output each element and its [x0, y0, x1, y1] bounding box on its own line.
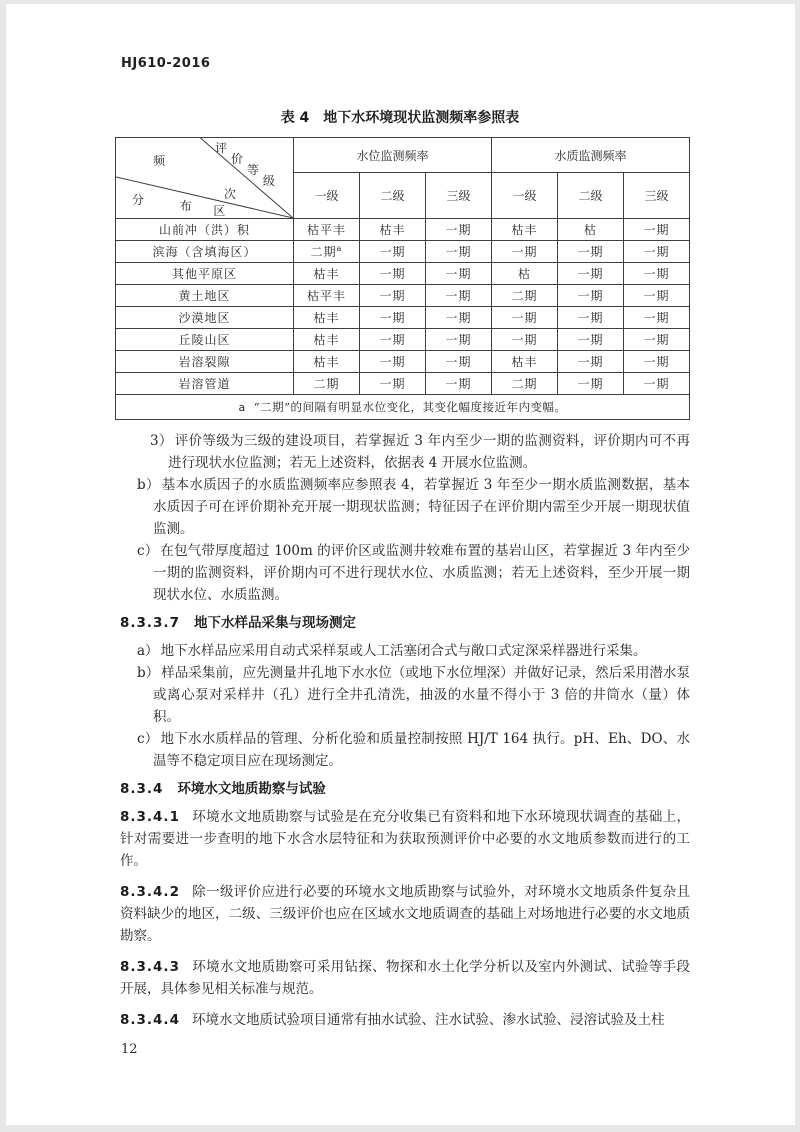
value-cell: 一期 [558, 351, 624, 373]
corner-label-zone-char: 布 [179, 199, 192, 214]
list-item-b2 [120, 662, 690, 728]
value-cell: 枯丰 [294, 307, 360, 329]
corner-label-level-char: 级 [262, 173, 275, 188]
value-cell: 二期 [294, 373, 360, 395]
value-cell: 一期 [426, 285, 492, 307]
clause-paragraph-8343 [120, 956, 690, 1000]
value-cell: 枯丰 [294, 263, 360, 285]
table-corner-header [116, 138, 294, 219]
list-item-3 [120, 430, 690, 474]
corner-label-zone-char: 分 [131, 193, 144, 207]
clause-paragraph-8342 [120, 881, 690, 947]
col-header: 二级 [360, 173, 426, 219]
list-item-label: b） [137, 665, 160, 681]
section-heading-834 [120, 778, 690, 800]
list-item-label: b） [137, 477, 160, 493]
table-row [116, 219, 690, 241]
zone-cell: 岩溶管道 [116, 373, 294, 395]
zone-cell: 岩溶裂隙 [116, 351, 294, 373]
zone-cell: 黄土地区 [116, 285, 294, 307]
list-item-b1 [120, 474, 690, 540]
value-cell: 枯丰 [294, 329, 360, 351]
corner-label-level-char: 评 [215, 141, 228, 155]
value-cell: 枯丰 [492, 351, 558, 373]
zone-cell: 沙漠地区 [116, 307, 294, 329]
corner-label-level-char: 价 [231, 152, 244, 167]
footnote-marker-sup: a [336, 244, 343, 253]
list-item-c1 [120, 540, 690, 606]
value-cell: 一期 [426, 373, 492, 395]
value-cell: 一期 [360, 241, 426, 263]
list-item-label: a） [137, 643, 159, 659]
value-cell: 一期 [426, 263, 492, 285]
value-cell: 一期 [624, 307, 690, 329]
value-cell: 一期 [624, 329, 690, 351]
table-row [116, 307, 690, 329]
value-cell: 一期 [624, 373, 690, 395]
monitoring-frequency-table [115, 137, 690, 420]
corner-label-ci-char: 次 [223, 187, 236, 202]
table-row [116, 263, 690, 285]
value-cell: 枯丰 [294, 351, 360, 373]
value-cell: 一期 [558, 373, 624, 395]
table-row [116, 351, 690, 373]
clause-number: 8.3.4.4 [120, 1012, 180, 1028]
value-cell: 二期 [492, 373, 558, 395]
value-cell: 一期 [624, 263, 690, 285]
document-code: HJ610-2016 [121, 56, 211, 71]
value-cell: 一期 [558, 285, 624, 307]
table-row [116, 285, 690, 307]
zone-cell: 其他平原区 [116, 263, 294, 285]
clause-text: 环境水文地质试验项目通常有抽水试验、注水试验、渗水试验、浸溶试验及土柱 [191, 1012, 665, 1028]
list-item-label: c） [137, 543, 159, 559]
value-cell: 一期 [492, 307, 558, 329]
table-footnote [116, 395, 690, 420]
value-cell: 一期 [492, 329, 558, 351]
column-group-water-level: 水位监测频率 [294, 138, 492, 173]
clause-paragraph-8341 [120, 806, 690, 872]
col-header: 三级 [624, 173, 690, 219]
col-header: 三级 [426, 173, 492, 219]
list-item-label: c） [137, 731, 159, 747]
value-cell: 枯平丰 [294, 285, 360, 307]
value-cell: 一期 [426, 219, 492, 241]
value-cell: 一期 [558, 263, 624, 285]
zone-cell: 山前冲（洪）积 [116, 219, 294, 241]
value-cell: 一期 [624, 285, 690, 307]
value-cell: 一期 [558, 241, 624, 263]
clause-number: 8.3.4.1 [120, 809, 180, 825]
table-row [116, 241, 690, 263]
value-cell: 枯 [558, 219, 624, 241]
clause-number: 8.3.4.3 [120, 959, 180, 975]
value-text: 二期 [310, 245, 337, 259]
clause-text: 除一级评价应进行必要的环境水文地质勘察与试验外，对环境水文地质条件复杂且资料缺少的地区，二级、三级评价也应在区域水文地质调查的基础上对场地进行必要的水文地质勘察。 [120, 884, 690, 944]
value-cell: 一期 [360, 373, 426, 395]
table-title: 表 4 地下水环境现状监测频率参照表 [280, 110, 520, 126]
corner-label-zone-char: 区 [213, 204, 226, 219]
value-cell: 枯丰 [360, 219, 426, 241]
value-cell: 枯 [492, 263, 558, 285]
value-cell: 一期 [426, 329, 492, 351]
value-cell: 枯丰 [492, 219, 558, 241]
table-row [116, 329, 690, 351]
value-cell: 一期 [426, 351, 492, 373]
value-cell: 一期 [558, 329, 624, 351]
list-item-text: 评价等级为三级的建设项目，若掌握近 3 年内至少一期的监测资料，评价期内可不再进行现状水位监测；若无上述资料，依据表 4 开展水位监测。 [168, 433, 691, 471]
list-item-a2 [120, 640, 690, 662]
list-item-text: 地下水水质样品的管理、分析化验和质量控制按照 HJ/T 164 执行。pH、Eh、DO、水温等不稳定项目应在现场测定。 [153, 731, 691, 769]
list-item-text: 在包气带厚度超过 100m 的评价区或监测井较难布置的基岩山区，若掌握近 3 年内至少一期的监测资料，评价期内可不进行现状水位、水质监测；若无上述资料，至少开展一期现状水位、水质监测。 [153, 543, 690, 603]
table-footnote-row [116, 395, 690, 420]
body-text [120, 430, 690, 1040]
corner-label-freq-char: 频 [153, 153, 166, 168]
value-cell: 一期 [492, 241, 558, 263]
footnote-text: “二期”的间隔有明显水位变化，其变化幅度接近年内变幅。 [253, 400, 567, 414]
value-cell: 一期 [426, 307, 492, 329]
value-cell [294, 241, 360, 263]
list-item-c2 [120, 728, 690, 772]
col-header: 一级 [492, 173, 558, 219]
column-group-water-quality: 水质监测频率 [492, 138, 690, 173]
value-cell: 一期 [360, 329, 426, 351]
section-title: 地下水样品采集与现场测定 [193, 615, 356, 631]
section-number: 8.3.3.7 [120, 615, 180, 631]
value-cell: 枯平丰 [294, 219, 360, 241]
zone-cell: 丘陵山区 [116, 329, 294, 351]
clause-paragraph-8344 [120, 1009, 690, 1031]
table-row [116, 373, 690, 395]
value-cell: 一期 [558, 307, 624, 329]
col-header: 一级 [294, 173, 360, 219]
value-cell: 一期 [426, 241, 492, 263]
value-cell: 一期 [360, 285, 426, 307]
section-number: 8.3.4 [120, 781, 164, 797]
value-cell: 一期 [624, 241, 690, 263]
value-cell: 一期 [360, 351, 426, 373]
col-header: 二级 [558, 173, 624, 219]
list-item-label: 3） [150, 433, 173, 449]
page-number: 12 [121, 1042, 138, 1057]
clause-number: 8.3.4.2 [120, 884, 180, 900]
value-cell: 二期 [492, 285, 558, 307]
section-title: 环境水文地质勘察与试验 [177, 781, 326, 797]
footnote-marker: a [238, 401, 246, 414]
clause-text: 环境水文地质勘察可采用钻探、物探和水土化学分析以及室内外测试、试验等手段开展，具体参见相关标准与规范。 [120, 959, 690, 997]
value-cell: 一期 [624, 351, 690, 373]
corner-label-level-char: 等 [246, 163, 259, 178]
list-item-text: 基本水质因子的水质监测频率应参照表 4，若掌握近 3 年至少一期水质监测数据，基本水质因子可在评价期补充开展一期现状监测；特征因子在评价期内需至少开展一期现状值监测。 [153, 477, 690, 537]
list-item-text: 样品采集前，应先测量井孔地下水水位（或地下水位埋深）并做好记录，然后采用潜水泵或离心泵对采样井（孔）进行全井孔清洗，抽汲的水量不得小于 3 倍的井筒水（量）体积。 [153, 665, 690, 725]
zone-cell: 滨海（含填海区） [116, 241, 294, 263]
list-item-text: 地下水样品应采用自动式采样泵或人工活塞闭合式与敞口式定深采样器进行采集。 [160, 643, 647, 659]
clause-text: 环境水文地质勘察与试验是在充分收集已有资料和地下水环境现状调查的基础上，针对需要进一步查明的地下水含水层特征和为获取预测评价中必要的水文地质参数而进行的工作。 [120, 809, 690, 869]
value-cell: 一期 [360, 307, 426, 329]
section-heading-8337 [120, 612, 690, 634]
value-cell: 一期 [624, 219, 690, 241]
value-cell: 一期 [360, 263, 426, 285]
